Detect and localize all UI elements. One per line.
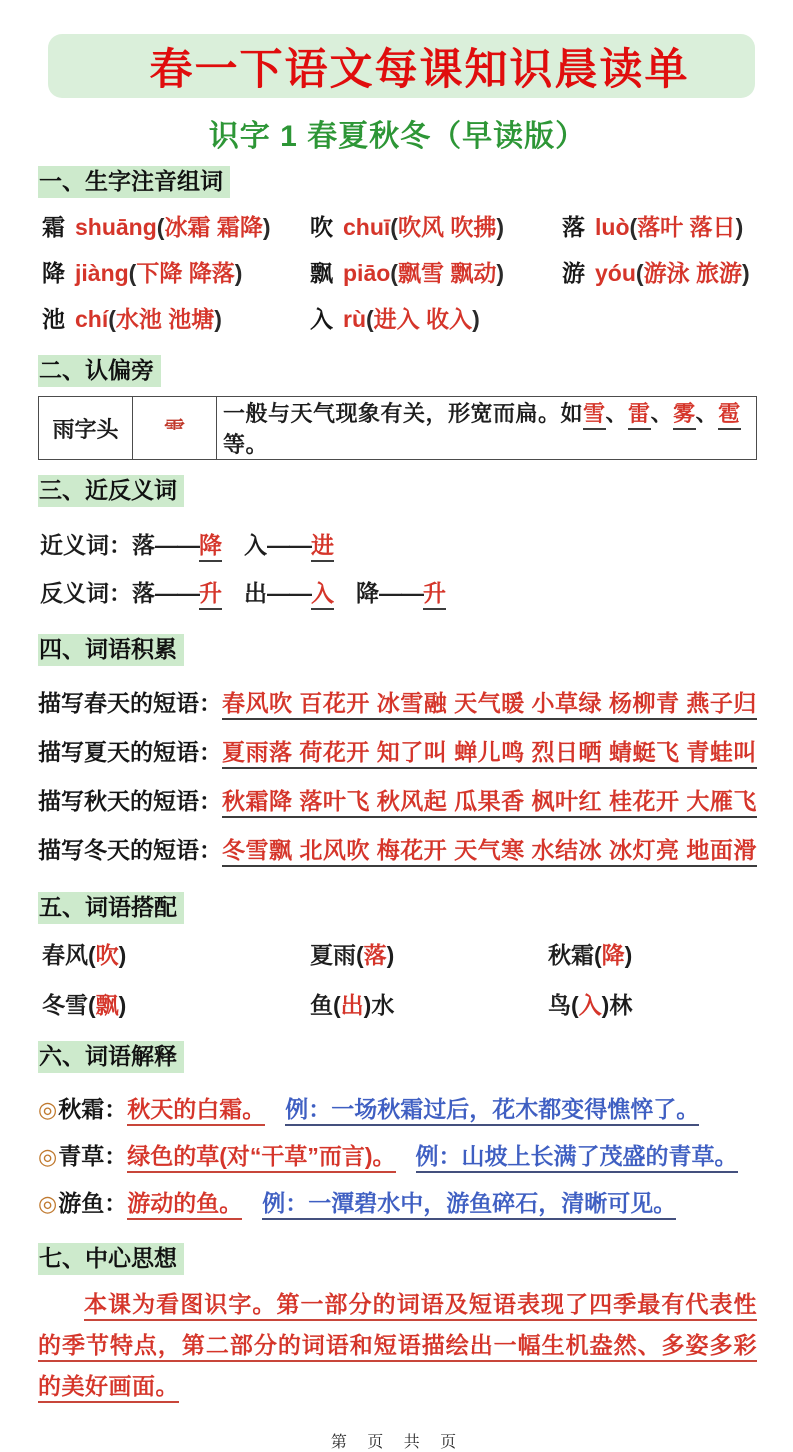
bullseye-bullet-icon: ◎ [38,1097,58,1122]
char-entry [42,255,310,288]
section-1-header: 一、生字注音组词 [38,166,230,198]
word-pair [244,580,334,606]
row-label: 反义词： [40,580,132,606]
hanzi: 霜 [42,214,65,240]
section-phrases [38,623,757,865]
paren-open: ( [88,942,96,968]
term-label: 秋霜： [58,1096,128,1122]
example-words: 下降 降落 [136,260,235,286]
radical-example: 雪 [583,401,606,430]
term-example: 例：山坡上长满了茂盛的青草。 [416,1143,738,1173]
radical-example: 雹 [718,401,741,430]
collocation-item [310,937,548,970]
pair-answer: 入 [311,580,334,610]
pair-answer: 升 [199,580,222,610]
collocation-item [548,937,757,970]
paren-close: ) [386,942,395,968]
term-definition: 游动的鱼。 [127,1190,242,1220]
section-collocations [38,881,757,1020]
example-words: 水池 池塘 [115,306,215,332]
paren-close: ) [262,214,271,240]
pinyin: jiàng [75,260,129,286]
theme-paragraph: 本课为看图识字。第一部分的词语及短语表现了四季最有代表性的季节特点，第二部分的词语和短语描绘出一幅生机盎然、多姿多彩的美好画面。 [38,1291,757,1399]
term-definition: 秋天的白霜。 [127,1096,265,1126]
radical-desc-post: 等。 [223,432,269,457]
paren-close: ) [234,260,243,286]
section-theme [38,1232,757,1407]
char-entry [42,301,310,334]
pair-left: 出 [244,580,267,606]
pair-answer: 升 [423,580,446,610]
section-3-header: 三、近反义词 [38,475,184,507]
pinyin: luò [595,214,630,240]
title-banner [48,34,755,98]
paren-open: ( [366,306,374,332]
collo-answer: 降 [601,942,625,968]
paren-close: ) [118,992,127,1018]
paren-open: ( [390,214,398,240]
example-words: 游泳 旅游 [643,260,742,286]
phrase-list: 秋霜降 落叶飞 秋风起 瓜果香 枫叶红 桂花开 大雁飞 [222,788,757,818]
dash: —— [155,580,199,606]
phrase-list: 春风吹 百花开 冰雪融 天气暖 小草绿 杨柳青 燕子归 [222,690,757,720]
antonym-line [40,575,757,608]
collo-answer: 落 [363,942,387,968]
collo-answer: 入 [578,992,602,1018]
char-entry [562,255,757,288]
pinyin: chuī [343,214,391,240]
section-2-header: 二、认偏旁 [38,355,161,387]
radical-example: 雾 [673,401,696,430]
paren-close: ) [214,306,222,332]
char-entry [310,301,562,334]
paren-open: ( [333,992,341,1018]
hanzi: 落 [562,214,585,240]
paren-close: ) [118,942,127,968]
radical-description-cell [217,397,757,460]
paren-close: ) [496,214,505,240]
collocation-grid [42,937,757,1020]
radical-example: 雷 [628,401,651,430]
pause-mark: 、 [695,401,719,426]
hanzi: 池 [42,306,65,332]
example-words: 落叶 落日 [637,214,736,240]
collo-post: 水 [371,992,395,1018]
term-example: 例：一场秋霜过后，花木都变得憔悴了。 [285,1096,699,1126]
pair-answer: 进 [311,532,334,562]
char-entry [42,209,310,242]
collo-pre: 夏雨 [310,942,356,968]
spring-phrases-line [38,685,757,718]
phrase-label: 描写春天的短语： [38,690,222,716]
radical-row [39,397,757,460]
radical-table [38,396,757,460]
paren-open: ( [594,942,602,968]
dash: —— [267,580,311,606]
pair-left: 落 [132,532,155,558]
collo-post: 林 [609,992,633,1018]
collocation-item [42,937,310,970]
radical-name-cell: 雨字头 [39,397,133,460]
phrase-label: 描写秋天的短语： [38,788,222,814]
collo-pre: 鱼 [310,992,333,1018]
synonym-line [40,527,757,560]
section-4-header: 四、词语积累 [38,634,184,666]
paren-close: ) [496,260,505,286]
hanzi: 游 [562,260,585,286]
autumn-phrases-line [38,783,757,816]
paren-open: ( [156,214,165,240]
example-words: 飘雪 飘动 [397,260,497,286]
paren-open: ( [629,214,638,240]
paren-close: ) [735,214,744,240]
hanzi: 飘 [310,260,333,286]
paren-open: ( [356,942,364,968]
char-entry [562,209,757,242]
section-6-header: 六、词语解释 [38,1041,184,1073]
section-radical [38,344,757,460]
paren-open: ( [635,260,644,286]
phrase-label: 描写冬天的短语： [38,837,222,863]
section-definitions [38,1030,757,1218]
pinyin: shuāng [75,214,157,240]
definition-line [38,1185,757,1218]
hanzi: 入 [310,306,333,332]
phrase-label: 描写夏天的短语： [38,739,222,765]
paren-open: ( [108,306,116,332]
paren-close: ) [624,942,633,968]
collocation-item [310,987,548,1020]
pair-answer: 降 [199,532,222,562]
pinyin: yóu [595,260,636,286]
collo-answer: 飘 [95,992,119,1018]
collo-pre: 鸟 [548,992,571,1018]
phrase-list: 夏雨落 荷花开 知了叫 蝉儿鸣 烈日晒 蜻蜓飞 青蛙叫 [222,739,757,769]
lesson-subtitle: 识字 1 春夏秋冬（早读版） [208,120,587,153]
collo-pre: 冬雪 [42,992,88,1018]
pair-left: 落 [132,580,155,606]
paren-close: ) [472,306,480,332]
definition-line [38,1138,757,1171]
paren-open: ( [128,260,137,286]
radical-desc-pre: 一般与天气现象有关，形宽而扁。如 [223,401,584,426]
paren-open: ( [390,260,398,286]
char-entry [310,209,562,242]
bullseye-bullet-icon: ◎ [38,1144,58,1169]
term-label: 青草： [58,1143,128,1169]
example-words: 进入 收入 [373,306,473,332]
term-label: 游鱼： [58,1190,128,1216]
pause-mark: 、 [605,401,629,426]
dash: —— [155,532,199,558]
paren-open: ( [88,992,96,1018]
word-pair [132,580,222,606]
example-words: 冰霜 霜降 [164,214,263,240]
pair-left: 降 [356,580,379,606]
dash: —— [379,580,423,606]
section-5-header: 五、词语搭配 [38,892,184,924]
char-entry-empty [562,301,757,334]
word-pair [132,532,222,558]
definition-line [38,1091,757,1124]
paren-close: ) [741,260,750,286]
pinyin: chí [75,306,109,332]
word-pair [244,532,334,558]
pair-left: 入 [244,532,267,558]
paren-open: ( [571,992,579,1018]
collo-pre: 春风 [42,942,88,968]
pause-mark: 、 [650,401,674,426]
collocation-item [42,987,310,1020]
page-footer: 第 页 共 页 [330,1434,465,1451]
hanzi: 降 [42,260,65,286]
pinyin: rù [343,306,366,332]
term-definition: 绿色的草(对“干草”而言)。 [127,1143,395,1173]
phrase-list: 冬雪飘 北风吹 梅花开 天气寒 水结冰 冰灯亮 地面滑 [222,837,757,867]
collo-answer: 出 [340,992,364,1018]
document-title: 春一下语文每课知识晨读单 [149,45,690,94]
paren-close: ) [363,992,372,1018]
section-syn-ant [38,464,757,608]
bullseye-bullet-icon: ◎ [38,1191,58,1216]
char-entry [310,255,562,288]
collocation-item [548,987,757,1020]
dash: —— [267,532,311,558]
winter-phrases-line [38,832,757,865]
hanzi: 吹 [310,214,333,240]
paren-close: ) [601,992,610,1018]
summer-phrases-line [38,734,757,767]
pinyin: piāo [343,260,391,286]
rain-radical-glyph: ⻗ [133,397,217,460]
section-characters [38,155,757,334]
character-grid [42,209,757,334]
term-example: 例：一潭碧水中，游鱼碎石，清晰可见。 [262,1190,676,1220]
example-words: 吹风 吹拂 [397,214,497,240]
section-7-header: 七、中心思想 [38,1243,184,1275]
row-label: 近义词： [40,532,132,558]
collo-pre: 秋霜 [548,942,594,968]
word-pair [356,580,446,606]
collo-answer: 吹 [95,942,119,968]
